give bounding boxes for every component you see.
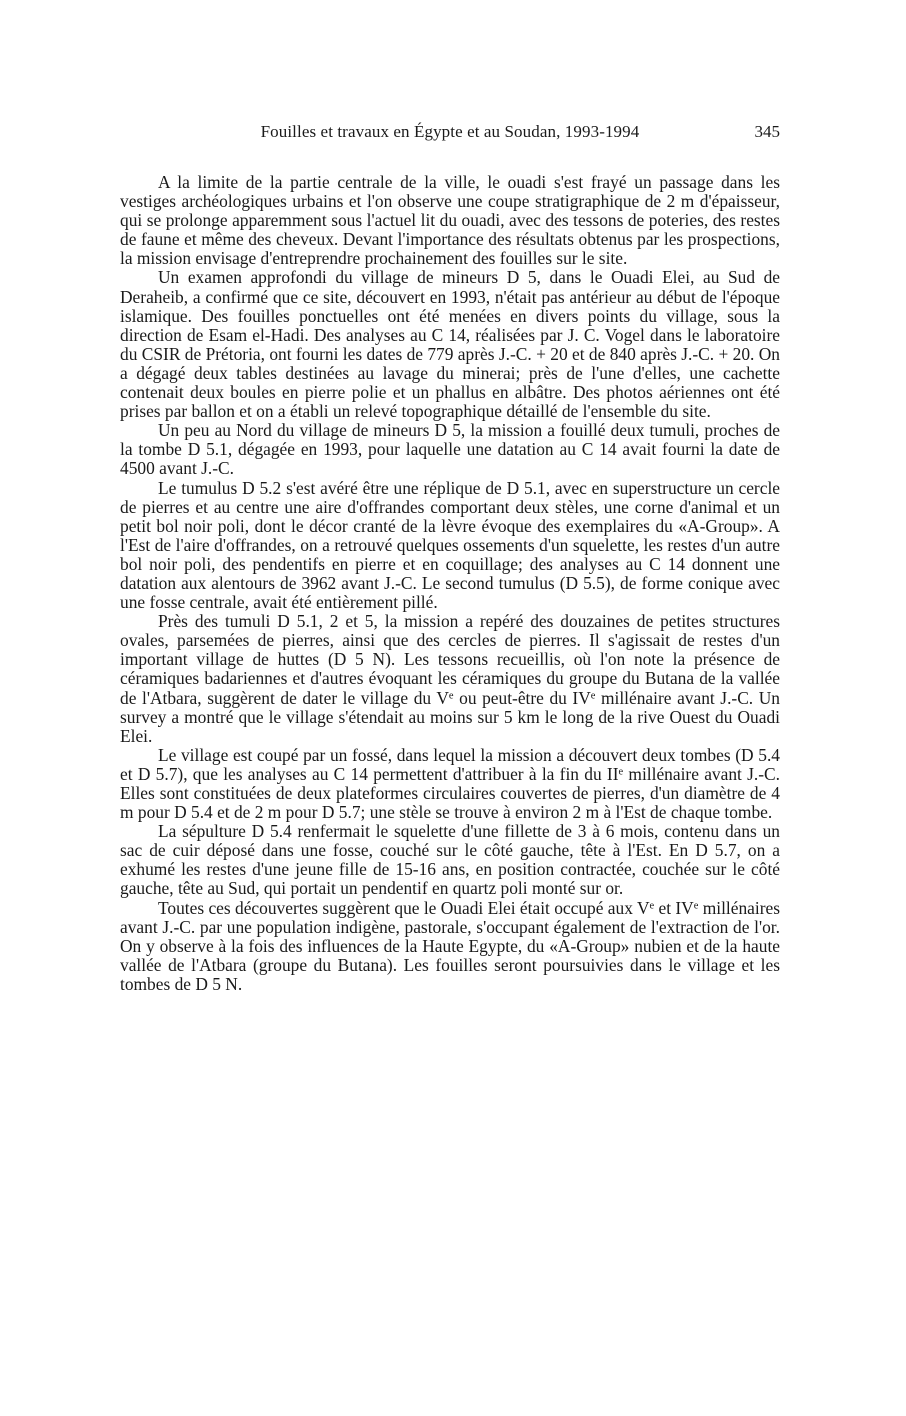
- paragraph-text: millénaire avant J.-C. Un survey a montré que le village s'étendait au moins sur 5 km le long de la rive Ouest du Ouadi Elei.: [120, 687, 780, 746]
- paragraph-text: Près des tumuli D 5.1, 2 et 5, la mission a repéré des douzaines de petites structures ovales, parsemées de pierres, ainsi que des cercles de pierres. Il s'agissait de restes d'un important village de huttes (D 5 N). Les tessons recueillis, où l'on note la présence de céramiques badariennes et d'autres évoquant les céramiques du groupe du Butana de la vallée de l'Atbara, suggèrent de dater le village du V: [120, 611, 780, 708]
- paragraph-2: Un examen approfondi du village de mineurs D 5, dans le Ouadi Elei, au Sud de Deraheib, a confirmé que ce site, découvert en 1993, n'était pas antérieur au début de l'époque islamique. Des fouilles ponctuelles ont été menées en divers points du village, sous la direction de Esam el-Hadi. Des analyses au C 14, réalisées par J. C. Vogel dans le laboratoire du CSIR de Prétoria, ont fourni les dates de 779 après J.-C. + 20 et de 840 après J.-C. + 20. On a dégagé deux tables destinées au lavage du minerai; près de l'une d'elles, une cachette contenait deux boules en pierre polie et un phallus en albâtre. Des photos aériennes ont été prises par ballon et on a établi un relevé topographique détaillé de l'ensemble du site.: [120, 267, 780, 422]
- running-head: [120, 120, 780, 144]
- paragraph-4: Le tumulus D 5.2 s'est avéré être une réplique de D 5.1, avec en superstructure un cercle de pierres et au centre une aire d'offrandes comportant deux stèles, une corne d'animal et un petit bol noir poli, dont le décor cranté de la lèvre évoque des exemplaires du «A-Group». A l'Est de l'aire d'offrandes, on a retrouvé quelques ossements d'un squelette, les restes d'un autre bol noir poli, des pendentifs en pierre et en coquillage; des analyses au C 14 donnent une datation aux alentours de 3962 avant J.-C. Le second tumulus (D 5.5), de forme conique avec une fosse centrale, avait été entièrement pillé.: [120, 477, 780, 613]
- paragraph-6: [120, 746, 780, 822]
- paragraph-text: Le village est coupé par un fossé, dans lequel la mission a découvert deux tombes (D 5.4 et D 5.7), que les analyses au C 14 permettent d'attribuer à la fin du II: [120, 744, 780, 784]
- paragraph-text: ou peut-être du IV: [453, 687, 591, 708]
- paragraph-5: [120, 612, 780, 746]
- paragraph-1: A la limite de la partie centrale de la ville, le ouadi s'est frayé un passage dans les vestiges archéologiques urbains et l'on observe une coupe stratigraphique de 2 m d'épaisseur, qui se prolonge apparemment sous l'actuel lit du ouadi, avec des tessons de poteries, des restes de faune et même des cheveux. Devant l'importance des résultats obtenus par les prospections, la mission envisage d'entreprendre prochainement des fouilles sur le site.: [120, 172, 780, 269]
- superscript: e: [649, 899, 655, 911]
- page-number: 345: [754, 122, 780, 141]
- paragraph-text: millénaire avant J.-C. Elles sont constituées de deux plateformes circulaires couvertes de pierres, d'un diamètre de 4 m pour D 5.4 et de 2 m pour D 5.7; une stèle se trouve à environ 2 m à l'Est de chaque tombe.: [120, 763, 780, 823]
- paragraph-7: La sépulture D 5.4 renfermait le squelette d'une fillette de 3 à 6 mois, contenu dans un sac de cuir déposé dans une fosse, couché sur le côté gauche, tête à l'Est. En D 5.7, on a exhumé les restes d'une jeune fille de 15-16 ans, en position contractée, couchée sur le côté gauche, tête au Sud, qui portait un pendentif en quartz poli monté sur or.: [120, 821, 780, 899]
- running-title: Fouilles et travaux en Égypte et au Soudan, 1993-1994: [260, 122, 640, 141]
- paragraph-text: Toutes ces découvertes suggèrent que le Ouadi Elei était occupé aux V: [158, 897, 650, 918]
- paragraph-text: millénaires avant J.-C. par une population indigène, pastorale, s'occupant également de l'extraction de l'or. On y observe à la fois des influences de la Haute Egypte, du «A-Group» nubien et de la haute vallée de l'Atbara (groupe du Butana). Les fouilles seront poursuivies dans le village et les tombes de D 5 N.: [120, 897, 781, 994]
- superscript: e: [448, 689, 454, 701]
- body-text: [120, 173, 780, 994]
- paragraph-3: Un peu au Nord du village de mineurs D 5, la mission a fouillé deux tumuli, proches de la tombe D 5.1, dégagée en 1993, pour laquelle une datation au C 14 avait fourni la date de 4500 avant J.-C.: [120, 420, 780, 479]
- superscript: e: [590, 689, 596, 701]
- paragraph-text: et IV: [654, 897, 694, 918]
- superscript: e: [618, 766, 624, 778]
- superscript: e: [693, 899, 699, 911]
- paragraph-8: [120, 899, 780, 994]
